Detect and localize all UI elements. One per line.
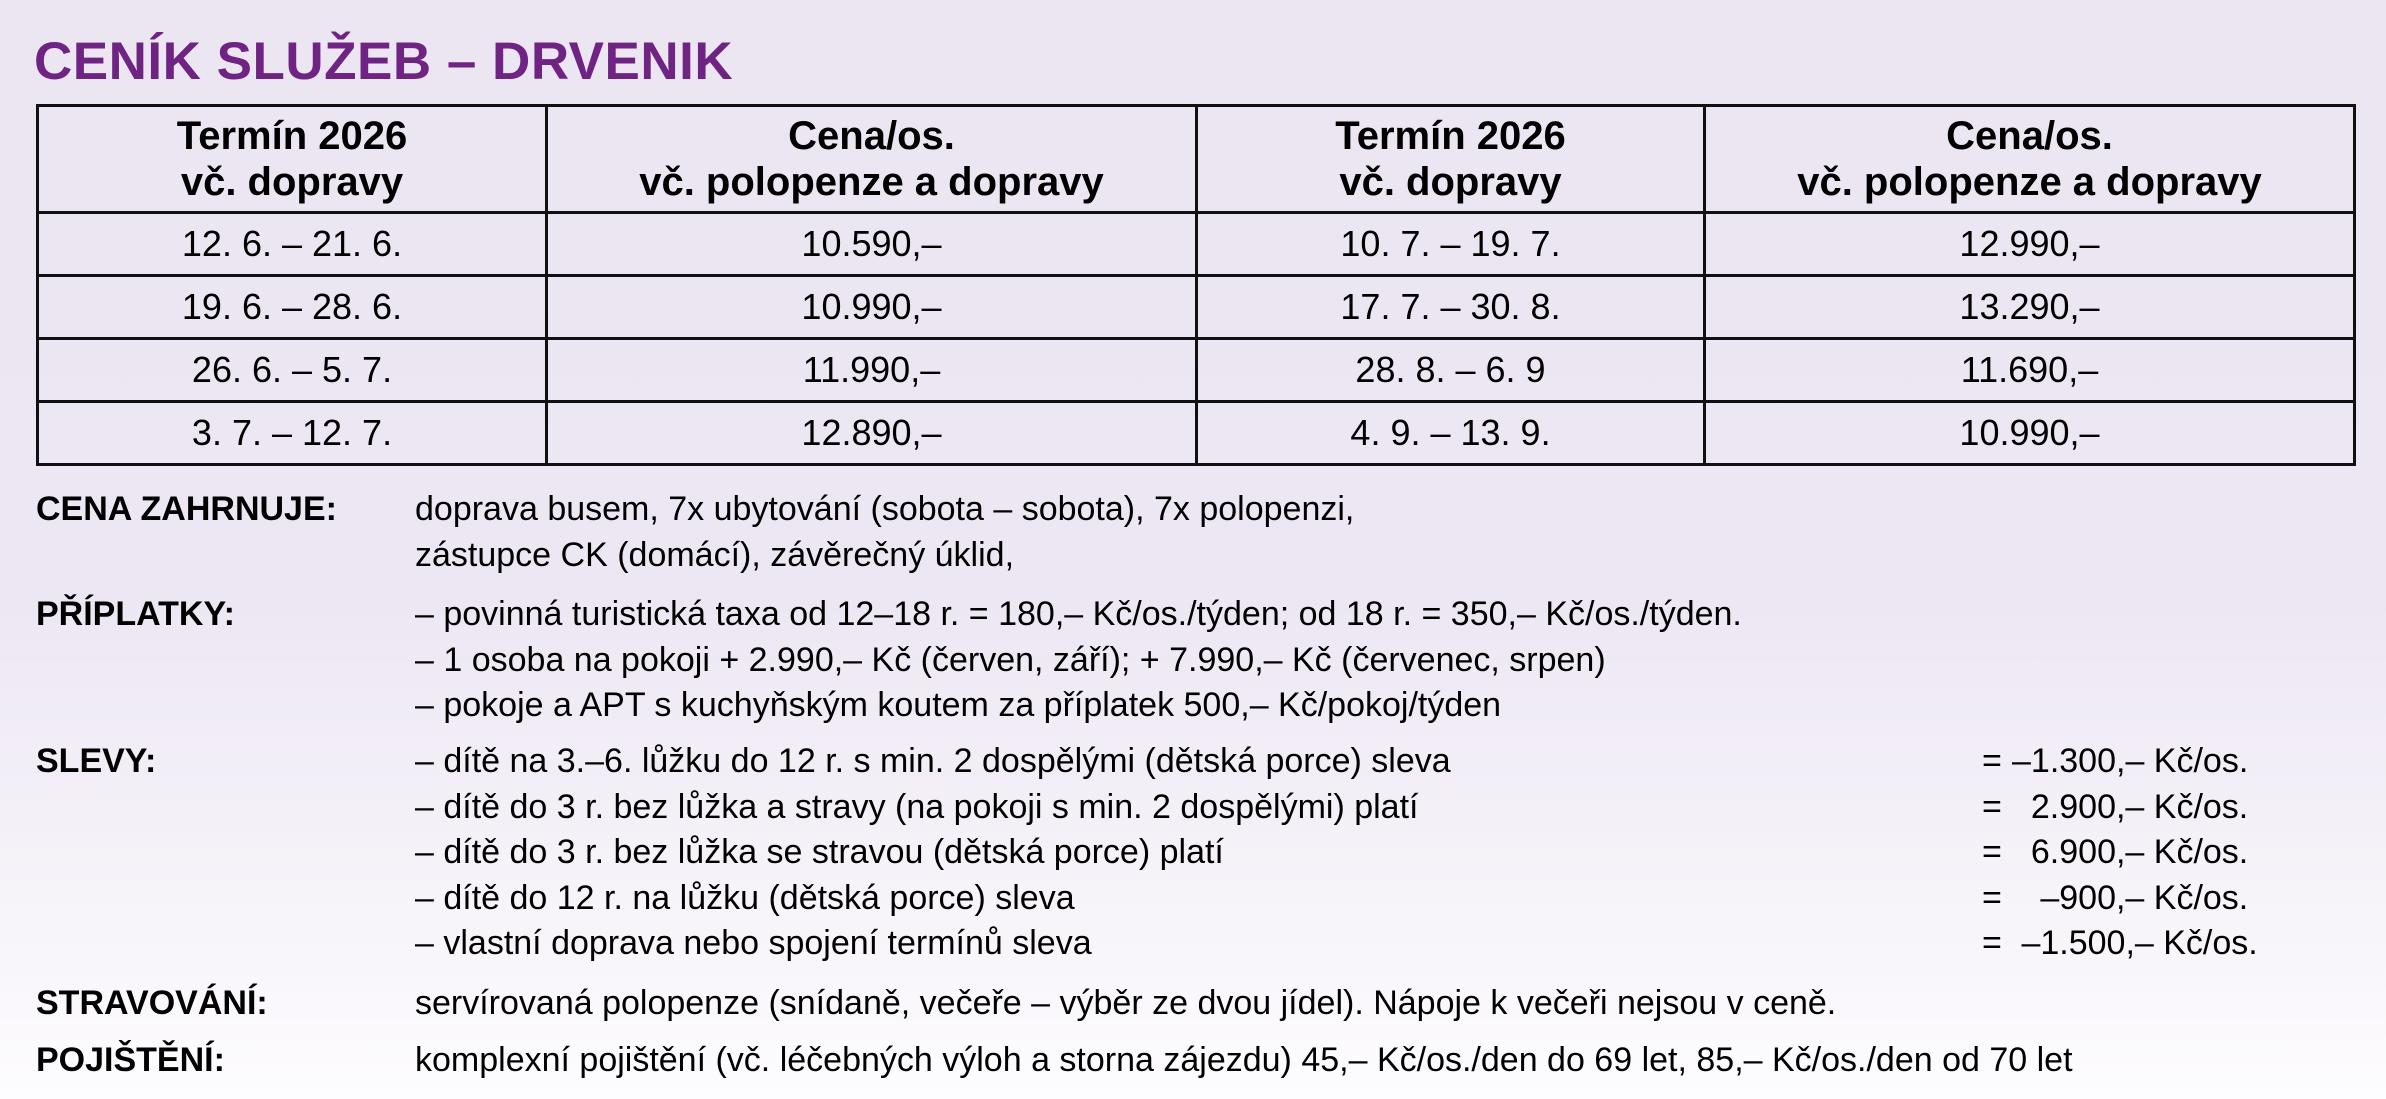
page-title: CENÍK SLUŽEB – DRVENIK bbox=[34, 32, 734, 91]
equals-sign: = bbox=[1982, 878, 2002, 917]
term-cell: 28. 8. – 6. 9 bbox=[1197, 339, 1705, 402]
section-label: POJIŠTĚNÍ: bbox=[36, 1041, 225, 1079]
header-line: Termín 2026 bbox=[176, 114, 408, 158]
price-cell: 11.990,– bbox=[547, 339, 1197, 402]
discount-item bbox=[415, 921, 2315, 967]
price-cell: 12.990,– bbox=[1705, 213, 2355, 276]
equals-sign: = bbox=[1982, 787, 2002, 826]
header-line: Cena/os. bbox=[788, 114, 955, 158]
section-content bbox=[415, 981, 1836, 1027]
price-cell: 12.890,– bbox=[547, 402, 1197, 465]
price-cell: 10.590,– bbox=[547, 213, 1197, 276]
section-line: zástupce CK (domácí), závěrečný úklid, bbox=[415, 535, 1015, 574]
term-cell: 10. 7. – 19. 7. bbox=[1197, 213, 1705, 276]
discount-item bbox=[415, 785, 2315, 831]
term-cell: 17. 7. – 30. 8. bbox=[1197, 276, 1705, 339]
header-line: vč. dopravy bbox=[1339, 160, 1562, 204]
discount-item bbox=[415, 876, 2315, 922]
section-line: – povinná turistická taxa od 12–18 r. = 180,– Kč/os./týden; od 18 r. = 350,– Kč/os./týden. bbox=[415, 595, 1742, 633]
discount-text: – dítě na 3.–6. lůžku do 12 r. s min. 2 dospělými (dětská porce) sleva bbox=[415, 742, 1451, 780]
section-content bbox=[415, 592, 1742, 729]
price-cell: 11.690,– bbox=[1705, 339, 2355, 402]
term-cell: 4. 9. – 13. 9. bbox=[1197, 402, 1705, 465]
header-line: vč. dopravy bbox=[180, 160, 404, 204]
discount-amount: –1.500,– Kč/os. bbox=[2012, 924, 2258, 962]
header-line: vč. polopenze a dopravy bbox=[1797, 160, 2262, 204]
discount-amount-wrap bbox=[1982, 921, 2258, 967]
section-label: STRAVOVÁNÍ: bbox=[36, 984, 268, 1022]
header-line: Termín 2026 bbox=[1335, 114, 1566, 158]
equals-sign: = bbox=[1982, 742, 2002, 780]
discount-amount-wrap bbox=[1982, 739, 2248, 785]
section-content bbox=[415, 1038, 2073, 1084]
price-table bbox=[36, 104, 2356, 466]
discount-text: – vlastní doprava nebo spojení termínů sleva bbox=[415, 924, 1092, 962]
term-cell: 26. 6. – 5. 7. bbox=[38, 339, 547, 402]
discount-amount: 2.900,– Kč/os. bbox=[2012, 787, 2249, 826]
section-line: doprava busem, 7x ubytování (sobota – sobota), 7x polopenzi, bbox=[415, 490, 1355, 528]
discount-text: – dítě do 3 r. bez lůžka a stravy (na pokoji s min. 2 dospělými) platí bbox=[415, 787, 1419, 826]
discount-amount-wrap bbox=[1982, 785, 2248, 831]
price-cell: 10.990,– bbox=[1705, 402, 2355, 465]
section-label: PŘÍPLATKY: bbox=[36, 595, 235, 633]
price-cell: 10.990,– bbox=[547, 276, 1197, 339]
discount-item bbox=[415, 739, 2315, 785]
section-line: komplexní pojištění (vč. léčebných výloh a storna zájezdu) 45,– Kč/os./den do 69 let, 85,– Kč/os./den od 70 let bbox=[415, 1041, 2073, 1079]
header-term-2 bbox=[1197, 106, 1705, 213]
discount-amount-wrap bbox=[1982, 830, 2248, 876]
section-line: servírovaná polopenze (snídaně, večeře – výběr ze dvou jídel). Nápoje k večeři nejsou v ceně. bbox=[415, 984, 1837, 1022]
table-row bbox=[38, 402, 2355, 465]
section-content bbox=[415, 739, 2315, 967]
table-row bbox=[38, 213, 2355, 276]
discount-amount: –900,– Kč/os. bbox=[2012, 878, 2249, 917]
discount-text: – dítě do 3 r. bez lůžka se stravou (dětská porce) platí bbox=[415, 833, 1224, 871]
header-term-1 bbox=[38, 106, 547, 213]
section-label: CENA ZAHRNUJE: bbox=[36, 490, 337, 528]
table-row bbox=[38, 276, 2355, 339]
header-price-1 bbox=[547, 106, 1197, 213]
discount-amount: –1.300,– Kč/os. bbox=[2012, 742, 2249, 780]
section-line: – 1 osoba na pokoji + 2.990,– Kč (červen, září); + 7.990,– Kč (červenec, srpen) bbox=[415, 640, 1606, 679]
header-line: vč. polopenze a dopravy bbox=[639, 160, 1104, 204]
term-cell: 19. 6. – 28. 6. bbox=[38, 276, 547, 339]
discount-amount: 6.900,– Kč/os. bbox=[2012, 833, 2249, 871]
header-price-2 bbox=[1705, 106, 2355, 213]
price-cell: 13.290,– bbox=[1705, 276, 2355, 339]
discount-item bbox=[415, 830, 2315, 876]
header-line: Cena/os. bbox=[1946, 114, 2113, 158]
equals-sign: = bbox=[1982, 833, 2002, 871]
term-cell: 3. 7. – 12. 7. bbox=[38, 402, 547, 465]
section-label: SLEVY: bbox=[36, 742, 157, 780]
equals-sign: = bbox=[1982, 924, 2002, 962]
table-row bbox=[38, 339, 2355, 402]
term-cell: 12. 6. – 21. 6. bbox=[38, 213, 547, 276]
discount-amount-wrap bbox=[1982, 876, 2248, 922]
discount-text: – dítě do 12 r. na lůžku (dětská porce) sleva bbox=[415, 878, 1075, 917]
table-header-row bbox=[38, 106, 2355, 213]
section-line: – pokoje a APT s kuchyňským koutem za příplatek 500,– Kč/pokoj/týden bbox=[415, 686, 1502, 724]
section-content bbox=[415, 487, 1354, 578]
